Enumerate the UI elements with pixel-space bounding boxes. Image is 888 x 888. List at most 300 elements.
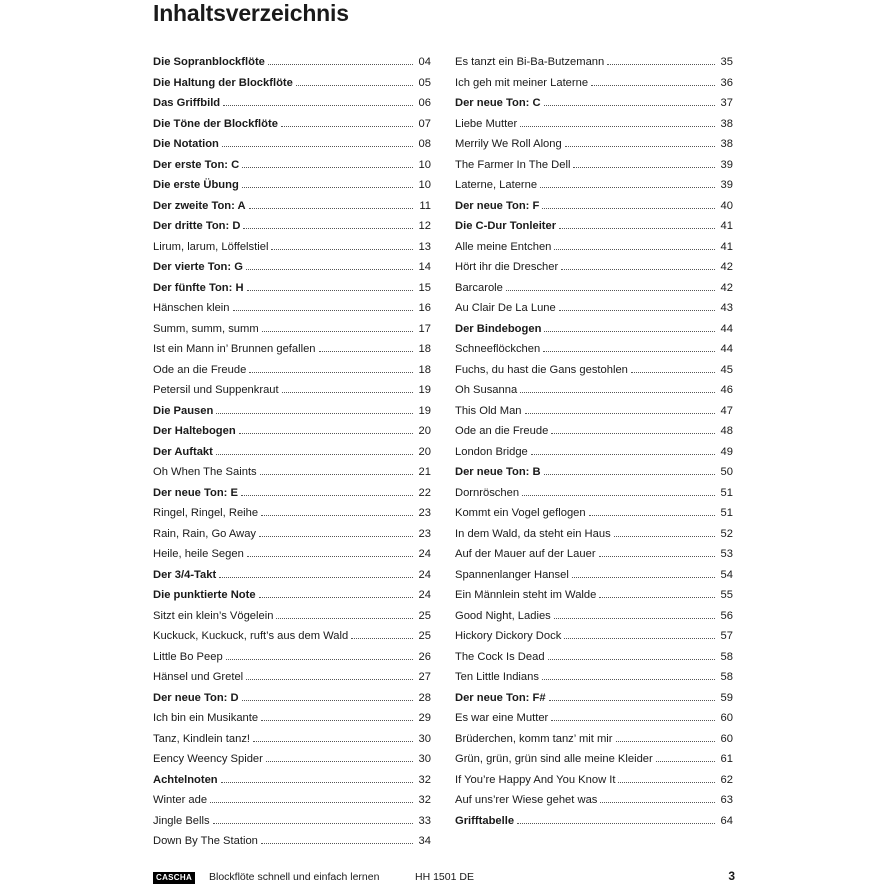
toc-dot-leader	[268, 64, 413, 65]
toc-dot-leader	[599, 597, 715, 598]
toc-entry	[153, 73, 431, 94]
toc-entry-title: Rain, Rain, Go Away	[153, 527, 257, 540]
toc-dot-leader	[548, 659, 715, 660]
toc-entry	[455, 524, 733, 545]
toc-entry-title: In dem Wald, da steht ein Haus	[455, 527, 611, 540]
toc-entry	[153, 237, 431, 258]
toc-entry	[153, 442, 431, 463]
toc-entry-title: Es war eine Mutter	[455, 712, 549, 724]
toc-dot-leader	[573, 167, 715, 168]
toc-entry-page: 64	[720, 814, 733, 827]
toc-dot-leader	[282, 392, 413, 393]
toc-entry-page: 32	[418, 773, 431, 786]
toc-entry-page: 42	[720, 281, 733, 294]
toc-dot-leader	[589, 515, 715, 516]
toc-entry	[153, 462, 431, 483]
toc-entry-page: 07	[418, 117, 431, 130]
toc-entry	[153, 647, 431, 668]
toc-entry	[455, 462, 733, 483]
toc-entry-title: Ich geh mit meiner Laterne	[455, 76, 589, 89]
toc-entry-page: 12	[418, 220, 431, 232]
toc-dot-leader	[631, 372, 715, 373]
toc-entry-page: 34	[418, 835, 431, 847]
toc-entry-page: 62	[720, 773, 733, 786]
toc-dot-leader	[554, 249, 715, 250]
toc-column-left	[153, 52, 431, 852]
toc-entry-title: Der vierte Ton: G	[153, 261, 243, 273]
toc-dot-leader	[531, 454, 715, 455]
toc-entry-page: 37	[720, 97, 733, 109]
toc-entry-title: Der neue Ton: C	[455, 97, 541, 109]
toc-entry	[153, 606, 431, 627]
toc-entry-title: The Cock Is Dead	[455, 650, 545, 663]
toc-entry	[455, 298, 733, 319]
toc-entry-page: 10	[418, 158, 431, 171]
toc-entry	[153, 790, 431, 811]
toc-entry-title: Die C-Dur Tonleiter	[455, 220, 557, 232]
toc-entry	[455, 811, 733, 832]
toc-entry-page: 35	[720, 56, 733, 68]
toc-entry-title: Summ, summ, summ	[153, 322, 259, 335]
toc-entry-title: Hänsel und Gretel	[153, 671, 244, 683]
toc-entry-page: 20	[418, 425, 431, 437]
toc-entry-title: Schneeflöckchen	[455, 343, 541, 355]
toc-entry	[455, 544, 733, 565]
toc-dot-leader	[542, 679, 715, 680]
toc-entry-page: 17	[418, 322, 431, 335]
toc-entry-page: 60	[720, 712, 733, 724]
toc-dot-leader	[226, 659, 413, 660]
toc-entry-title: Jingle Bells	[153, 814, 210, 827]
toc-entry	[153, 811, 431, 832]
toc-entry-title: Der neue Ton: B	[455, 466, 541, 478]
toc-entry-title: Die punktierte Note	[153, 589, 256, 601]
toc-entry-page: 21	[418, 466, 431, 478]
toc-dot-leader	[261, 720, 413, 721]
toc-dot-leader	[247, 290, 413, 291]
toc-entry-title: Fuchs, du hast die Gans gestohlen	[455, 363, 628, 376]
toc-dot-leader	[522, 495, 715, 496]
toc-dot-leader	[213, 823, 413, 824]
toc-dot-leader	[544, 105, 715, 106]
toc-dot-leader	[600, 802, 715, 803]
toc-entry-page: 53	[720, 548, 733, 560]
toc-entry-page: 38	[720, 117, 733, 130]
toc-entry	[153, 544, 431, 565]
toc-entry-title: This Old Man	[455, 404, 522, 417]
toc-entry-title: Der Haltebogen	[153, 425, 236, 437]
toc-entry	[455, 52, 733, 73]
footer-product-code: HH 1501 DE	[415, 871, 474, 883]
toc-entry	[455, 626, 733, 647]
toc-entry	[153, 196, 431, 217]
toc-entry-page: 46	[720, 384, 733, 396]
toc-entry-title: Little Bo Peep	[153, 650, 223, 663]
toc-entry-page: 11	[419, 199, 431, 212]
toc-entry	[153, 421, 431, 442]
toc-entry-page: 04	[418, 56, 431, 68]
toc-entry-title: Merrily We Roll Along	[455, 138, 562, 150]
toc-entry	[153, 52, 431, 73]
toc-entry	[455, 585, 733, 606]
toc-dot-leader	[243, 228, 413, 229]
toc-entry	[455, 134, 733, 155]
toc-dot-leader	[216, 454, 413, 455]
toc-entry	[153, 688, 431, 709]
toc-entry-title: Der dritte Ton: D	[153, 220, 241, 232]
toc-entry-title: Ist ein Mann in’ Brunnen gefallen	[153, 343, 316, 355]
toc-entry-title: Au Clair De La Lune	[455, 302, 556, 314]
toc-dot-leader	[216, 413, 413, 414]
toc-entry-page: 55	[720, 589, 733, 601]
toc-dot-leader	[239, 433, 413, 434]
toc-entry-page: 25	[418, 609, 431, 622]
toc-entry-title: Sitzt ein klein’s Vögelein	[153, 609, 274, 622]
toc-entry-title: Eency Weency Spider	[153, 753, 263, 765]
page-title: Inhaltsverzeichnis	[153, 0, 349, 26]
toc-entry-page: 59	[720, 691, 733, 704]
toc-dot-leader	[266, 761, 413, 762]
toc-entry	[455, 770, 733, 791]
toc-entry-page: 54	[720, 568, 733, 581]
toc-dot-leader	[591, 85, 715, 86]
toc-entry-page: 33	[418, 814, 431, 827]
toc-entry-page: 60	[720, 732, 733, 745]
toc-entry-page: 28	[418, 691, 431, 704]
toc-entry	[455, 237, 733, 258]
toc-entry	[153, 339, 431, 360]
toc-entry-title: Hört ihr die Drescher	[455, 261, 559, 273]
toc-dot-leader	[259, 597, 413, 598]
toc-entry	[153, 503, 431, 524]
toc-dot-leader	[219, 577, 413, 578]
toc-entry-title: Grifftabelle	[455, 814, 515, 827]
toc-dot-leader	[210, 802, 413, 803]
toc-entry-title: Auf der Mauer auf der Lauer	[455, 548, 596, 560]
toc-entry-page: 57	[720, 630, 733, 642]
toc-entry	[455, 360, 733, 381]
toc-entry	[455, 442, 733, 463]
toc-entry	[153, 175, 431, 196]
toc-dot-leader	[559, 310, 715, 311]
toc-entry-page: 24	[418, 568, 431, 581]
toc-dot-leader	[242, 187, 413, 188]
toc-entry-page: 61	[720, 753, 733, 765]
toc-entry-title: Winter ade	[153, 794, 208, 806]
toc-dot-leader	[249, 372, 413, 373]
toc-entry-title: Der neue Ton: D	[153, 691, 239, 704]
toc-dot-leader	[351, 638, 413, 639]
toc-entry-page: 08	[418, 138, 431, 150]
toc-entry-page: 58	[720, 650, 733, 663]
toc-entry-title: Die erste Übung	[153, 179, 239, 191]
toc-entry-page: 13	[418, 240, 431, 253]
toc-entry-title: Petersil und Suppenkraut	[153, 384, 279, 396]
toc-entry-title: Tanz, Kindlein tanz!	[153, 732, 251, 745]
toc-entry	[153, 749, 431, 770]
toc-entry-title: Spannenlanger Hansel	[455, 568, 569, 581]
toc-entry-title: Die Sopranblockflöte	[153, 56, 265, 68]
toc-entry-title: Barcarole	[455, 281, 503, 294]
toc-entry-title: Ode an die Freude	[153, 363, 247, 376]
toc-dot-leader	[246, 269, 413, 270]
toc-entry	[153, 216, 431, 237]
toc-dot-leader	[281, 126, 413, 127]
toc-entry	[455, 729, 733, 750]
toc-entry-title: Der 3/4-Takt	[153, 568, 217, 581]
toc-dot-leader	[616, 741, 716, 742]
toc-entry-page: 25	[418, 630, 431, 642]
toc-column-right	[455, 52, 733, 831]
toc-entry-page: 16	[418, 302, 431, 314]
footer-book-title: Blockflöte schnell und einfach lernen	[209, 871, 380, 883]
toc-entry-page: 20	[418, 445, 431, 458]
toc-entry-page: 58	[720, 671, 733, 683]
toc-entry-title: Heile, heile Segen	[153, 548, 244, 560]
toc-entry-title: Der neue Ton: F	[455, 199, 540, 212]
toc-entry-page: 30	[418, 732, 431, 745]
toc-entry-title: Dornröschen	[455, 486, 520, 499]
toc-entry-page: 44	[720, 343, 733, 355]
toc-entry	[455, 667, 733, 688]
toc-entry-title: Ten Little Indians	[455, 671, 539, 683]
toc-dot-leader	[246, 679, 413, 680]
toc-entry-page: 41	[720, 240, 733, 253]
toc-entry	[455, 278, 733, 299]
toc-entry-page: 41	[720, 220, 733, 232]
toc-entry	[153, 565, 431, 586]
toc-entry	[153, 667, 431, 688]
toc-entry-page: 05	[418, 76, 431, 89]
toc-dot-leader	[261, 515, 413, 516]
toc-entry-page: 22	[418, 486, 431, 499]
toc-entry-page: 36	[720, 76, 733, 89]
toc-dot-leader	[618, 782, 715, 783]
toc-dot-leader	[242, 700, 413, 701]
toc-entry	[153, 93, 431, 114]
toc-dot-leader	[544, 474, 715, 475]
toc-entry	[455, 708, 733, 729]
toc-entry	[455, 565, 733, 586]
toc-entry-title: Grün, grün, grün sind alle meine Kleider	[455, 753, 653, 765]
toc-entry-title: Der neue Ton: E	[153, 486, 238, 499]
toc-entry-page: 18	[418, 343, 431, 355]
toc-entry-title: Die Töne der Blockflöte	[153, 117, 278, 130]
toc-dot-leader	[249, 208, 413, 209]
toc-entry-title: Oh When The Saints	[153, 466, 257, 478]
toc-entry	[455, 319, 733, 340]
toc-entry-title: Der Bindebogen	[455, 322, 542, 335]
toc-dot-leader	[296, 85, 413, 86]
toc-dot-leader	[551, 720, 715, 721]
toc-entry-title: Die Haltung der Blockflöte	[153, 76, 293, 89]
toc-entry	[455, 114, 733, 135]
toc-entry	[455, 606, 733, 627]
toc-dot-leader	[554, 618, 715, 619]
toc-entry-page: 23	[418, 527, 431, 540]
page-footer	[153, 870, 735, 886]
toc-entry-page: 19	[418, 384, 431, 396]
toc-dot-leader	[599, 556, 715, 557]
toc-entry-page: 39	[720, 179, 733, 191]
toc-entry-page: 52	[720, 527, 733, 540]
toc-entry-page: 50	[720, 466, 733, 478]
toc-entry-title: Der erste Ton: C	[153, 158, 240, 171]
toc-dot-leader	[549, 700, 715, 701]
toc-dot-leader	[271, 249, 413, 250]
toc-entry	[153, 278, 431, 299]
toc-entry-title: Ein Männlein steht im Walde	[455, 589, 597, 601]
toc-entry-page: 26	[418, 650, 431, 663]
toc-entry-page: 15	[418, 281, 431, 294]
toc-entry-page: 49	[720, 445, 733, 458]
toc-entry	[153, 401, 431, 422]
toc-entry	[455, 155, 733, 176]
toc-dot-leader	[561, 269, 715, 270]
toc-dot-leader	[517, 823, 715, 824]
toc-dot-leader	[525, 413, 715, 414]
toc-entry	[153, 483, 431, 504]
page-number: 3	[728, 869, 735, 883]
toc-entry-title: Brüderchen, komm tanz’ mit mir	[455, 732, 613, 745]
toc-entry-title: Ringel, Ringel, Reihe	[153, 507, 259, 519]
toc-entry	[153, 831, 431, 852]
toc-entry-title: Die Pausen	[153, 404, 214, 417]
toc-entry-title: Das Griffbild	[153, 97, 221, 109]
toc-entry-page: 39	[720, 158, 733, 171]
toc-entry-title: Oh Susanna	[455, 384, 518, 396]
toc-entry-page: 38	[720, 138, 733, 150]
toc-entry	[153, 298, 431, 319]
toc-dot-leader	[607, 64, 715, 65]
toc-entry-title: London Bridge	[455, 445, 528, 458]
toc-entry-page: 14	[418, 261, 431, 273]
toc-entry-page: 63	[720, 794, 733, 806]
toc-dot-leader	[572, 577, 715, 578]
toc-dot-leader	[542, 208, 715, 209]
toc-entry-title: Hänschen klein	[153, 302, 230, 314]
toc-entry	[153, 319, 431, 340]
toc-dot-leader	[233, 310, 414, 311]
toc-entry-title: Der fünfte Ton: H	[153, 281, 244, 294]
toc-entry	[455, 483, 733, 504]
toc-entry	[153, 257, 431, 278]
toc-entry-title: Lirum, larum, Löffelstiel	[153, 240, 269, 253]
toc-entry	[153, 114, 431, 135]
toc-entry-page: 51	[720, 486, 733, 499]
toc-entry-title: Ode an die Freude	[455, 425, 549, 437]
toc-entry	[455, 421, 733, 442]
toc-entry-page: 19	[418, 404, 431, 417]
toc-entry	[455, 380, 733, 401]
toc-dot-leader	[506, 290, 715, 291]
toc-dot-leader	[247, 556, 413, 557]
toc-entry-title: Achtelnoten	[153, 773, 218, 786]
toc-entry-page: 30	[418, 753, 431, 765]
toc-entry-page: 32	[418, 794, 431, 806]
toc-dot-leader	[242, 167, 413, 168]
toc-entry-page: 56	[720, 609, 733, 622]
toc-entry	[455, 790, 733, 811]
toc-entry	[455, 257, 733, 278]
toc-entry-page: 23	[418, 507, 431, 519]
toc-entry	[153, 585, 431, 606]
toc-dot-leader	[520, 392, 715, 393]
toc-entry-page: 10	[418, 179, 431, 191]
toc-entry	[455, 647, 733, 668]
toc-entry-title: Down By The Station	[153, 835, 258, 847]
toc-entry	[153, 708, 431, 729]
toc-entry-title: The Farmer In The Dell	[455, 158, 571, 171]
toc-entry-title: Laterne, Laterne	[455, 179, 538, 191]
toc-entry-title: Hickory Dickory Dock	[455, 630, 562, 642]
toc-dot-leader	[543, 351, 715, 352]
toc-dot-leader	[276, 618, 413, 619]
toc-entry	[153, 380, 431, 401]
toc-entry-page: 44	[720, 322, 733, 335]
toc-entry-title: Der Auftakt	[153, 445, 213, 458]
toc-entry	[153, 729, 431, 750]
toc-entry	[455, 503, 733, 524]
toc-entry-page: 45	[720, 363, 733, 376]
toc-entry-page: 06	[418, 97, 431, 109]
toc-entry-title: Good Night, Ladies	[455, 609, 551, 622]
toc-dot-leader	[520, 126, 715, 127]
publisher-logo: CASCHA	[153, 872, 195, 884]
toc-entry-title: If You’re Happy And You Know It	[455, 773, 616, 786]
toc-entry-page: 18	[418, 363, 431, 376]
toc-dot-leader	[260, 474, 413, 475]
toc-entry	[455, 688, 733, 709]
toc-entry-page: 24	[418, 589, 431, 601]
toc-dot-leader	[565, 146, 715, 147]
toc-entry-page: 48	[720, 425, 733, 437]
toc-entry	[455, 216, 733, 237]
toc-dot-leader	[222, 146, 413, 147]
toc-entry	[153, 524, 431, 545]
toc-entry-page: 42	[720, 261, 733, 273]
toc-dot-leader	[262, 331, 413, 332]
toc-entry-page: 40	[720, 199, 733, 212]
toc-entry	[153, 360, 431, 381]
toc-dot-leader	[319, 351, 413, 352]
toc-entry-page: 51	[720, 507, 733, 519]
toc-dot-leader	[221, 782, 413, 783]
toc-entry-page: 29	[418, 712, 431, 724]
toc-entry-title: Kuckuck, Kuckuck, ruft’s aus dem Wald	[153, 630, 349, 642]
toc-entry-title: Liebe Mutter	[455, 117, 518, 130]
toc-entry-title: Auf uns’rer Wiese gehet was	[455, 794, 598, 806]
toc-dot-leader	[614, 536, 715, 537]
toc-entry-title: Ich bin ein Musikante	[153, 712, 259, 724]
toc-entry	[153, 155, 431, 176]
toc-dot-leader	[564, 638, 715, 639]
toc-entry-title: Alle meine Entchen	[455, 240, 552, 253]
toc-entry	[455, 401, 733, 422]
toc-dot-leader	[261, 843, 413, 844]
toc-dot-leader	[241, 495, 413, 496]
toc-entry	[455, 175, 733, 196]
toc-entry-page: 27	[418, 671, 431, 683]
toc-entry-title: Die Notation	[153, 138, 219, 150]
toc-dot-leader	[223, 105, 413, 106]
toc-entry	[153, 626, 431, 647]
toc-entry	[455, 339, 733, 360]
toc-entry	[455, 73, 733, 94]
toc-entry-title: Es tanzt ein Bi-Ba-Butzemann	[455, 56, 605, 68]
toc-entry-title: Der zweite Ton: A	[153, 199, 246, 212]
toc-entry	[455, 749, 733, 770]
